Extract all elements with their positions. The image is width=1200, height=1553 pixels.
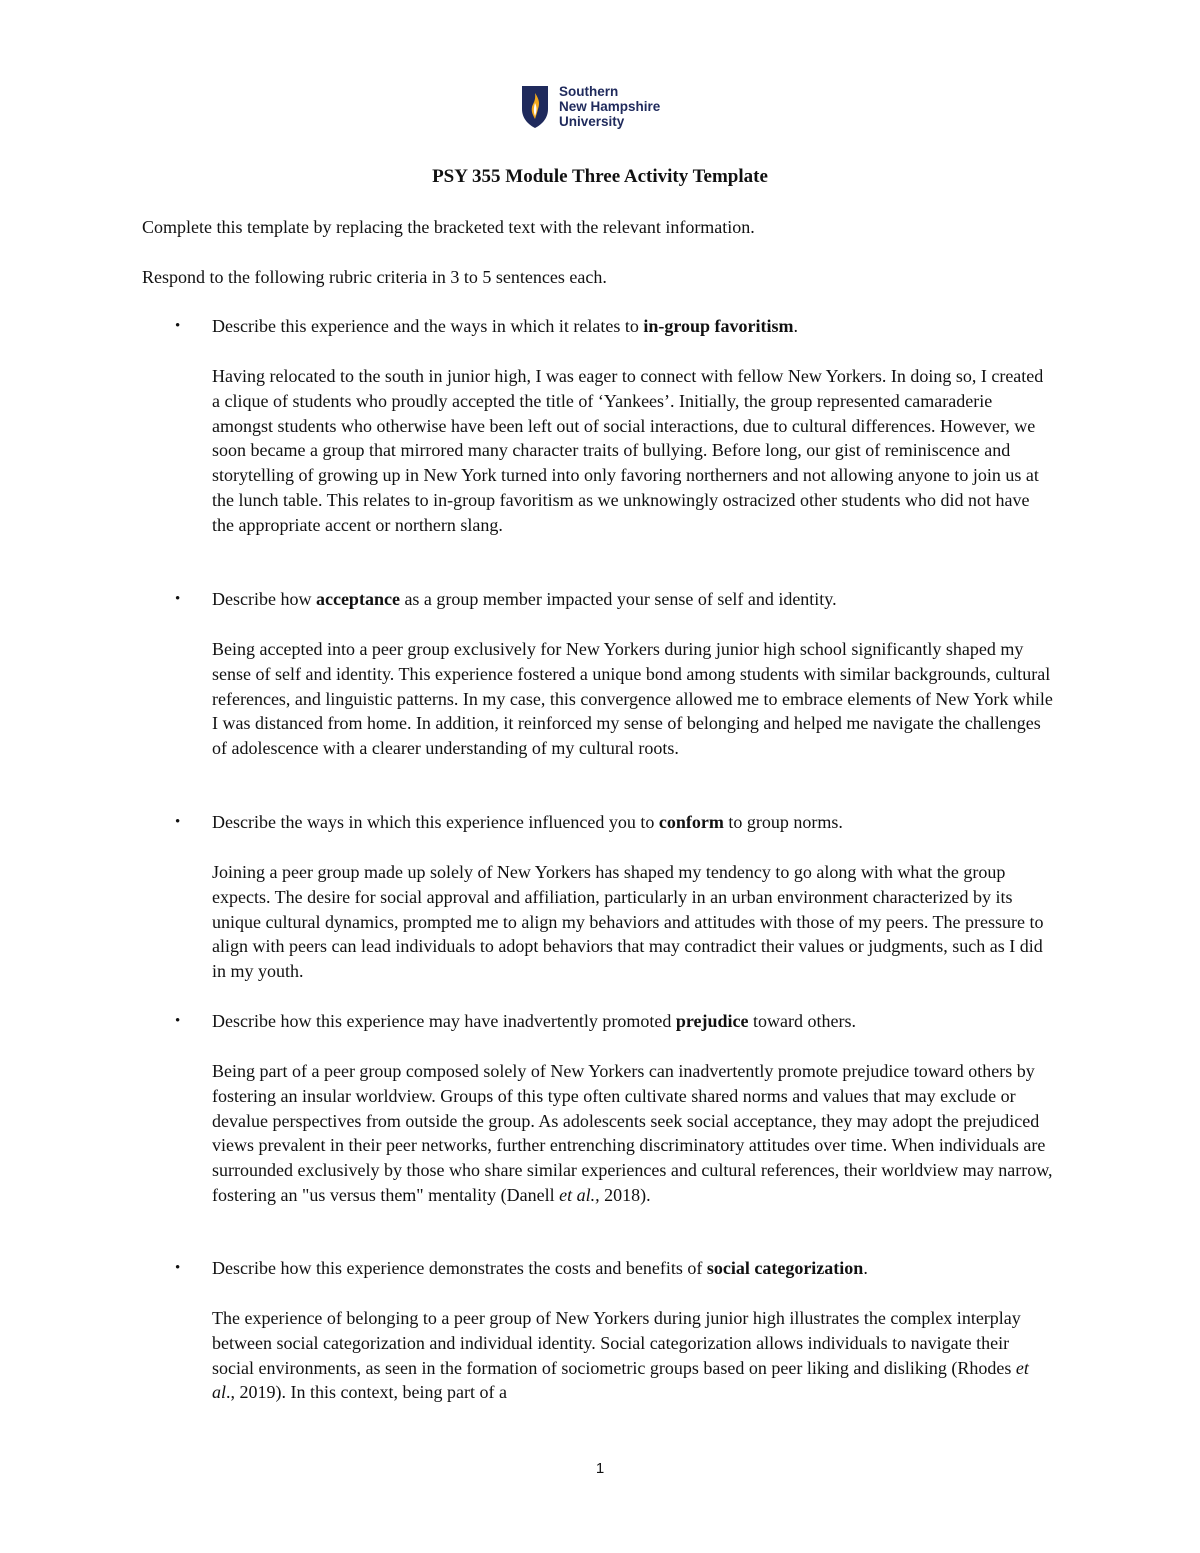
bullet-icon: • xyxy=(175,1013,181,1029)
university-logo xyxy=(521,84,660,129)
key-term: social categorization xyxy=(706,1258,864,1278)
rubric-prompt: Describe how acceptance as a group member impacted your sense of self and identity. xyxy=(212,589,837,609)
instruction-text: Complete this template by replacing the bracketed text with the relevant information. xyxy=(142,217,755,237)
bullet-icon: • xyxy=(175,1260,181,1276)
logo-line-2: New Hampshire xyxy=(559,99,661,114)
logo-line-1: Southern xyxy=(559,84,619,99)
rubric-prompt: Describe the ways in which this experience influenced you to conform to group norms. xyxy=(212,812,843,832)
rubric-prompt: Describe how this experience demonstrates the costs and benefits of social categorization. xyxy=(212,1258,868,1278)
rubric-prompt: Describe how this experience may have inadvertently promoted prejudice toward others. xyxy=(212,1011,856,1031)
key-term: in-group favoritism xyxy=(643,316,794,336)
logo-wordmark xyxy=(559,84,660,129)
citation-italic: et al., xyxy=(559,1184,600,1205)
rubric-instruction-text: Respond to the following rubric criteria in 3 to 5 sentences each. xyxy=(142,267,607,287)
bullet-icon: • xyxy=(175,591,181,607)
response-paragraph: Being accepted into a peer group exclusively for New Yorkers during junior high school significantly shaped my sense of self and identity. This experience fostered a unique bond among students with similar backgrounds, cultural references, and linguistic patterns. In my case, this convergence allowed me to embrace elements of New York while I was distanced from home. In addition, it reinforced my sense of belonging and helped me navigate the challenges of adolescence with a clearer understanding of my cultural roots. xyxy=(212,639,1053,759)
logo-line-3: University xyxy=(559,114,625,129)
key-term: acceptance xyxy=(315,589,400,609)
response-paragraph: Having relocated to the south in junior high, I was eager to connect with fellow New Yorkers. In doing so, I created a clique of students who proudly accepted the title of ‘Yankees’. Initially, the group represented camaraderie amongst students who otherwise have been left out of social interactions, due to cultural differences. However, we soon became a group that mirrored many character traits of bullying. Before long, our gist of reminiscence and storytelling of growing up in New York turned into only favoring northerners and not allowing anyone to join us at the lunch table. This relates to in-group favoritism as we unknowingly ostracized other students who did not have the appropriate accent or northern slang. xyxy=(212,366,1044,535)
response-paragraph: The experience of belonging to a peer group of New Yorkers during junior high illustrates the complex interplay between social categorization and individual identity. Social categorization allows individuals to navigate their social environments, as seen in the formation of sociometric groups based on peer liking and disliking (Rhodes et al., 2019). In this context, being part of a xyxy=(212,1308,1029,1403)
document-title: PSY 355 Module Three Activity Template xyxy=(432,166,768,187)
response-paragraph: Joining a peer group made up solely of New Yorkers has shaped my tendency to go along with what the group expects. The desire for social approval and affiliation, particularly in an urban environment characterized by its unique cultural dynamics, prompted me to align my behaviors and attitudes with those of my peers. The pressure to align with peers can lead individuals to adopt behaviors that may contradict their values or judgments, such as I did in my youth. xyxy=(212,862,1044,982)
citation-italic: et al xyxy=(212,1357,1029,1403)
key-term: prejudice xyxy=(675,1011,749,1031)
shield-flame-icon xyxy=(521,85,549,129)
page-number: 1 xyxy=(595,1460,605,1477)
bullet-icon: • xyxy=(175,814,181,830)
bullet-icon: • xyxy=(175,318,181,334)
rubric-prompt: Describe this experience and the ways in which it relates to in-group favoritism. xyxy=(212,316,799,336)
response-paragraph: Being part of a peer group composed solely of New Yorkers can inadvertently promote prejudice toward others by fostering an insular worldview. Groups of this type often cultivate shared norms and values that may exclude or devalue perspectives from outside the group. As adolescents seek social acceptance, they may adopt the prejudiced views prevalent in their peer networks, further entrenching discriminatory attitudes over time. When individuals are surrounded exclusively by those who share similar experiences and cultural references, their worldview may narrow, fostering an "us versus them" mentality (Danell et al., 2018). xyxy=(212,1061,1053,1205)
key-term: conform xyxy=(658,812,724,832)
